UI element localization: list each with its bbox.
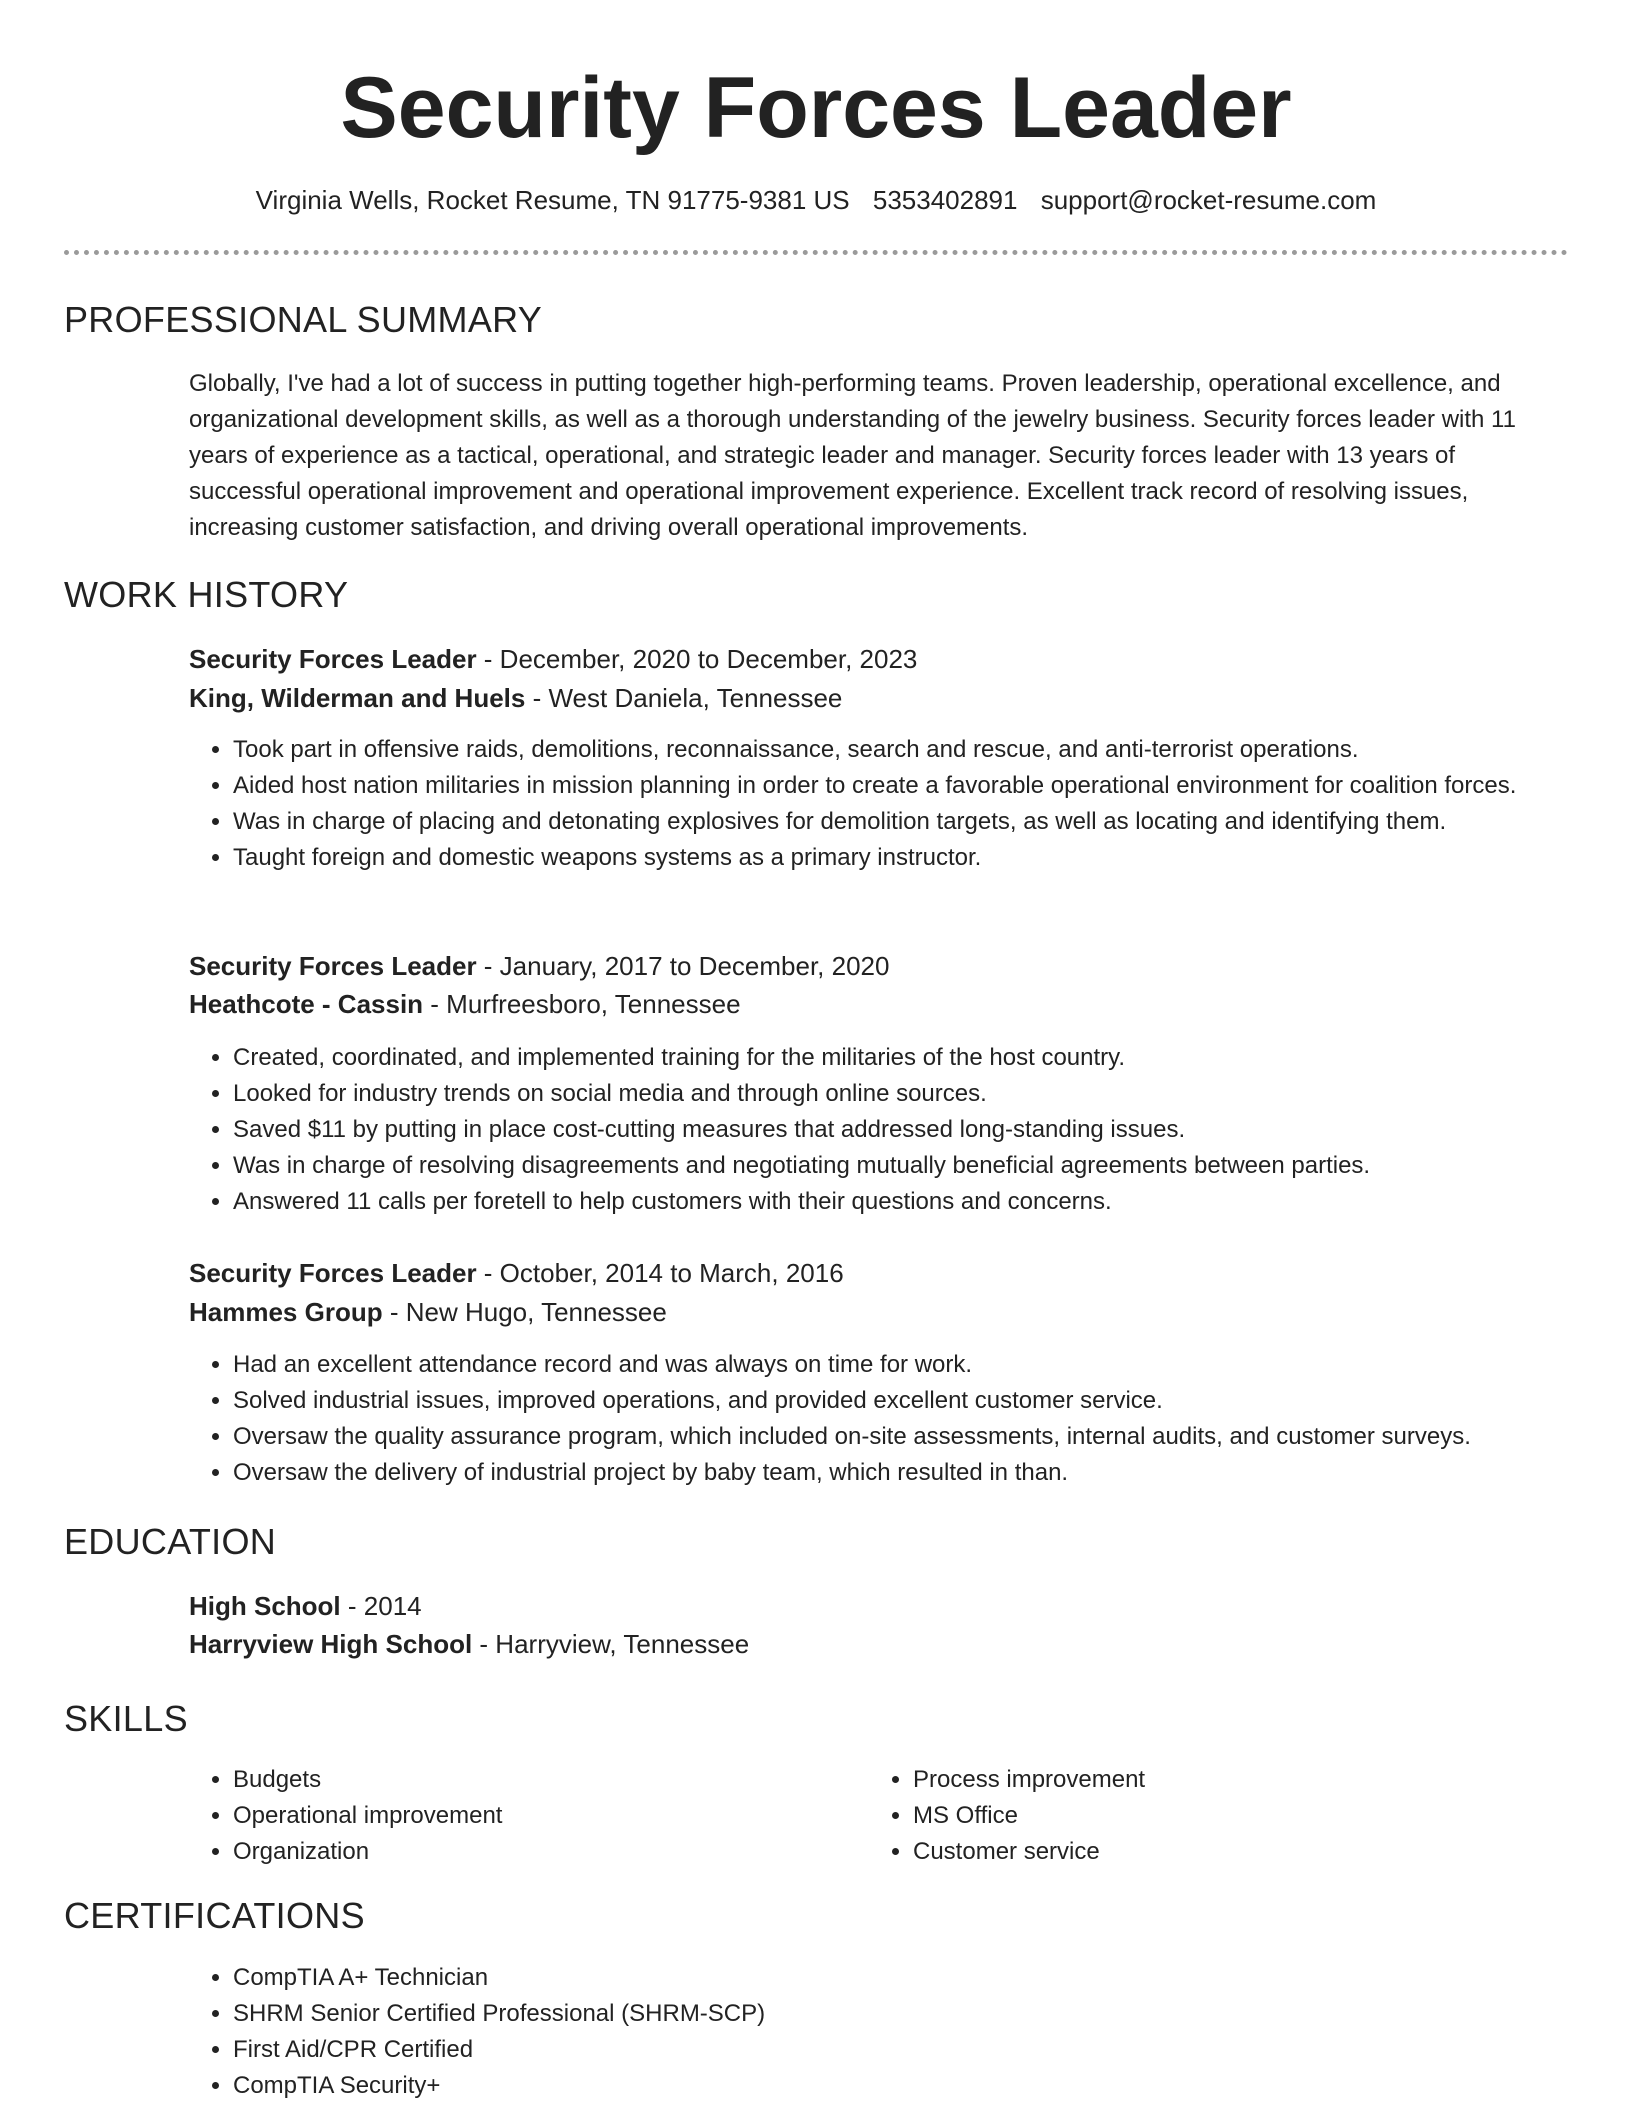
job-3-company: Hammes Group: [189, 1297, 383, 1327]
list-item: • Saved $11 by putting in place cost-cutting measures that addressed long-standing issues.: [233, 1112, 1573, 1148]
list-item: • Had an excellent attendance record and was always on time for work.: [233, 1347, 1573, 1383]
list-item: • Looked for industry trends on social media and through online sources.: [233, 1076, 1573, 1112]
section-title-certifications: CERTIFICATIONS: [64, 1895, 365, 1936]
skill-item: • Customer service: [913, 1834, 1473, 1870]
list-item: • Was in charge of resolving disagreements and negotiating mutually beneficial agreements between parties.: [233, 1148, 1573, 1184]
job-1-company: King, Wilderman and Huels: [189, 683, 526, 713]
list-item: • Oversaw the delivery of industrial project by baby team, which resulted in than.: [233, 1455, 1573, 1491]
job-3-bullets: [189, 1347, 1573, 1491]
job-1-title: Security Forces Leader: [189, 644, 477, 674]
certifications-list: [189, 1960, 1573, 2104]
job-1-location: - West Daniela, Tennessee: [525, 683, 843, 713]
job-2-company-line: [189, 986, 741, 1022]
certification-item: • First Aid/CPR Certified: [233, 2032, 1573, 2068]
skills-list-right: [869, 1762, 1473, 1870]
job-1-title-line: [189, 641, 917, 677]
job-1-bullets: [189, 732, 1573, 876]
contact-address: Virginia Wells, Rocket Resume, TN 91775-9381 US: [255, 185, 850, 215]
list-item: • Took part in offensive raids, demolitions, reconnaissance, search and rescue, and anti-terrorist operations.: [233, 732, 1573, 768]
certification-item: • CompTIA Security+: [233, 2068, 1573, 2104]
skill-item: • Organization: [233, 1834, 793, 1870]
skill-item: • MS Office: [913, 1798, 1473, 1834]
section-title-skills: SKILLS: [64, 1698, 188, 1739]
header-divider: [64, 250, 1568, 255]
job-2-title-line: [189, 948, 889, 984]
education-year: - 2014: [340, 1591, 422, 1621]
certification-item: • CompTIA A+ Technician: [233, 1960, 1573, 1996]
skill-item: • Process improvement: [913, 1762, 1473, 1798]
resume-title: Security Forces Leader: [340, 60, 1292, 156]
skill-item: • Budgets: [233, 1762, 793, 1798]
contact-phone: 5353402891: [872, 185, 1018, 215]
education-school-line: [189, 1626, 749, 1662]
education-degree: High School: [189, 1591, 341, 1621]
education-degree-line: [189, 1588, 422, 1624]
skills-list-left: [189, 1762, 793, 1870]
list-item: • Solved industrial issues, improved operations, and provided excellent customer service.: [233, 1383, 1573, 1419]
summary-text: Globally, I've had a lot of success in putting together high-performing teams. Proven leadership, operational excellence, and organizational development skills, as well as a thorough understanding of the jewelry business. Security forces leader with 11 years of experience as a tactical, operational, and strategic leader and manager. Security forces leader with 13 years of successful operational improvement and operational improvement experience. Excellent track record of resolving issues, increasing customer satisfaction, and driving overall operational improvements.: [189, 370, 1516, 541]
job-2-dates: - January, 2017 to December, 2020: [476, 951, 890, 981]
job-3-location: - New Hugo, Tennessee: [382, 1297, 667, 1327]
job-2-location: - Murfreesboro, Tennessee: [423, 989, 741, 1019]
job-1-company-line: [189, 680, 842, 716]
job-3-title-line: [189, 1255, 844, 1291]
job-1-dates: - December, 2020 to December, 2023: [476, 644, 918, 674]
skill-item: • Operational improvement: [233, 1798, 793, 1834]
job-3-title: Security Forces Leader: [189, 1258, 477, 1288]
section-title-work-history: WORK HISTORY: [64, 574, 349, 615]
job-2-bullets: [189, 1040, 1573, 1220]
list-item: • Answered 11 calls per foretell to help customers with their questions and concerns.: [233, 1184, 1573, 1220]
section-title-education: EDUCATION: [64, 1521, 277, 1562]
list-item: • Taught foreign and domestic weapons systems as a primary instructor.: [233, 840, 1573, 876]
contact-email: support@rocket-resume.com: [1040, 185, 1377, 215]
contact-line: [0, 183, 1632, 217]
job-3-company-line: [189, 1294, 667, 1330]
certification-item: • SHRM Senior Certified Professional (SHRM-SCP): [233, 1996, 1573, 2032]
education-location: - Harryview, Tennessee: [472, 1629, 750, 1659]
list-item: • Oversaw the quality assurance program, which included on-site assessments, internal audits, and customer surveys.: [233, 1419, 1573, 1455]
job-2-company: Heathcote - Cassin: [189, 989, 424, 1019]
list-item: • Aided host nation militaries in mission planning in order to create a favorable operational environment for coalition forces.: [233, 768, 1573, 804]
section-title-summary: PROFESSIONAL SUMMARY: [64, 299, 543, 340]
education-school: Harryview High School: [189, 1629, 473, 1659]
list-item: • Was in charge of placing and detonating explosives for demolition targets, as well as locating and identifying them.: [233, 804, 1573, 840]
job-2-title: Security Forces Leader: [189, 951, 477, 981]
list-item: • Created, coordinated, and implemented training for the militaries of the host country.: [233, 1040, 1573, 1076]
job-3-dates: - October, 2014 to March, 2016: [476, 1258, 844, 1288]
